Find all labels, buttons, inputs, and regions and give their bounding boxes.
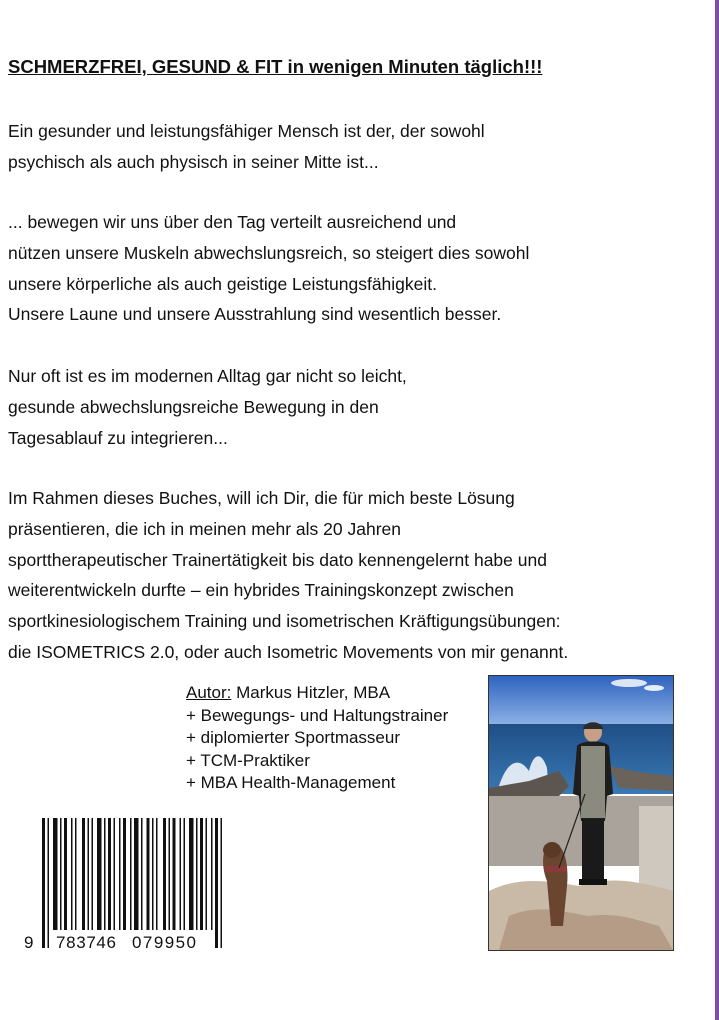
barcode-bar xyxy=(123,818,126,930)
paragraph-benefits xyxy=(8,207,708,330)
barcode-digits-lead: 9 xyxy=(24,933,34,952)
barcode-bar xyxy=(42,818,45,948)
paragraph-intro xyxy=(8,116,708,178)
man-shoes xyxy=(579,879,607,885)
paragraph-line: nützen unsere Muskeln abwechslungsreich, so steigert dies sowohl xyxy=(8,242,530,263)
author-name-row xyxy=(186,682,448,705)
dog-harness xyxy=(545,866,567,872)
barcode-bar xyxy=(141,818,143,930)
barcode-bar xyxy=(134,818,139,948)
dog-head xyxy=(543,842,561,858)
author-name: Markus Hitzler, MBA xyxy=(231,683,391,702)
barcode-bar xyxy=(200,818,203,930)
cloud xyxy=(644,685,664,691)
paragraph-solution xyxy=(8,483,708,668)
paragraph-line: unsere körperliche als auch geistige Leistungsfähigkeit. xyxy=(8,273,438,294)
author-photo xyxy=(488,675,674,951)
barcode-bar xyxy=(206,818,208,930)
paragraph-line: ... bewegen wir uns über den Tag verteilt ausreichend und xyxy=(8,212,457,232)
barcode-bar xyxy=(88,818,90,930)
paragraph-line: psychisch als auch physisch in seiner Mitte ist... xyxy=(8,151,379,172)
barcode-bar xyxy=(82,818,85,930)
barcode-digits-left: 783746 xyxy=(56,933,116,952)
man-vest xyxy=(581,746,605,818)
paragraph-line: Ein gesunder und leistungsfähiger Mensch ist der, der sowohl xyxy=(8,121,485,141)
barcode-bar xyxy=(119,818,121,930)
purple-edge-stripe xyxy=(715,0,719,1020)
author-credential: + diplomierter Sportmasseur xyxy=(186,728,401,747)
paragraph-line: die ISOMETRICS 2.0, oder auch Isometric Movements von mir genannt. xyxy=(8,641,569,662)
barcode-graphic xyxy=(24,818,210,958)
paragraph-problem xyxy=(8,361,708,453)
barcode-bar xyxy=(53,818,58,930)
paragraph-line: sporttherapeutischer Trainertätigkeit bis dato kennengelernt habe und xyxy=(8,549,547,570)
barcode-bar xyxy=(189,818,194,930)
paragraph-line: gesunde abwechslungsreiche Bewegung in den xyxy=(8,396,379,417)
barcode-bar xyxy=(169,818,171,930)
barcode-bar xyxy=(180,818,182,930)
barcode-bar xyxy=(108,818,111,930)
headline: SCHMERZFREI, GESUND & FIT in wenigen Minuten täglich!!! xyxy=(8,56,543,77)
barcode-bar xyxy=(215,818,218,948)
barcode-bar xyxy=(196,818,198,930)
barcode-bar xyxy=(104,818,106,930)
paragraph-line: weiterentwickeln durfte – ein hybrides Trainingskonzept zwischen xyxy=(8,580,514,601)
barcode-bar xyxy=(130,818,132,948)
barcode-bar xyxy=(97,818,102,930)
author-credential: + MBA Health-Management xyxy=(186,773,396,792)
barcode-bar xyxy=(60,818,62,930)
barcode-bar xyxy=(75,818,77,930)
isbn-barcode xyxy=(24,818,210,958)
paragraph-line: Unsere Laune und unsere Ausstrahlung sind wesentlich besser. xyxy=(8,304,502,325)
barcode-bar xyxy=(211,818,213,930)
paragraph-line: Tagesablauf zu integrieren... xyxy=(8,427,228,448)
barcode-bar xyxy=(114,818,116,930)
author-credential: + Bewegungs- und Haltungstrainer xyxy=(186,705,449,725)
stone-wall xyxy=(639,806,673,896)
barcode-bar xyxy=(156,818,158,930)
man-legs xyxy=(582,819,604,881)
barcode-bar xyxy=(147,818,150,930)
barcode-bar xyxy=(71,818,73,930)
author-credential: + TCM-Praktiker xyxy=(186,750,310,770)
barcode-bar xyxy=(64,818,67,930)
paragraph-line: präsentieren, die ich in meinen mehr als 20 Jahren xyxy=(8,518,401,539)
barcode-bars xyxy=(42,818,222,948)
paragraph-line: sportkinesiologischem Training und isometrischen Kräftigungsübungen: xyxy=(8,611,561,632)
paragraph-line: Im Rahmen dieses Buches, will ich Dir, die für mich beste Lösung xyxy=(8,488,515,508)
barcode-bar xyxy=(92,818,94,930)
barcode-bar xyxy=(48,818,50,948)
barcode-bar xyxy=(173,818,176,930)
barcode-digits-right: 079950 xyxy=(132,933,196,952)
barcode-bar xyxy=(221,818,223,948)
paragraph-line: Nur oft ist es im modernen Alltag gar nicht so leicht, xyxy=(8,366,407,386)
cloud xyxy=(611,679,647,687)
barcode-bar xyxy=(152,818,154,930)
author-photo-illustration xyxy=(489,676,673,950)
barcode-bar xyxy=(184,818,186,930)
barcode-bar xyxy=(163,818,166,930)
author-block xyxy=(186,682,448,795)
author-label: Autor: xyxy=(186,683,232,702)
